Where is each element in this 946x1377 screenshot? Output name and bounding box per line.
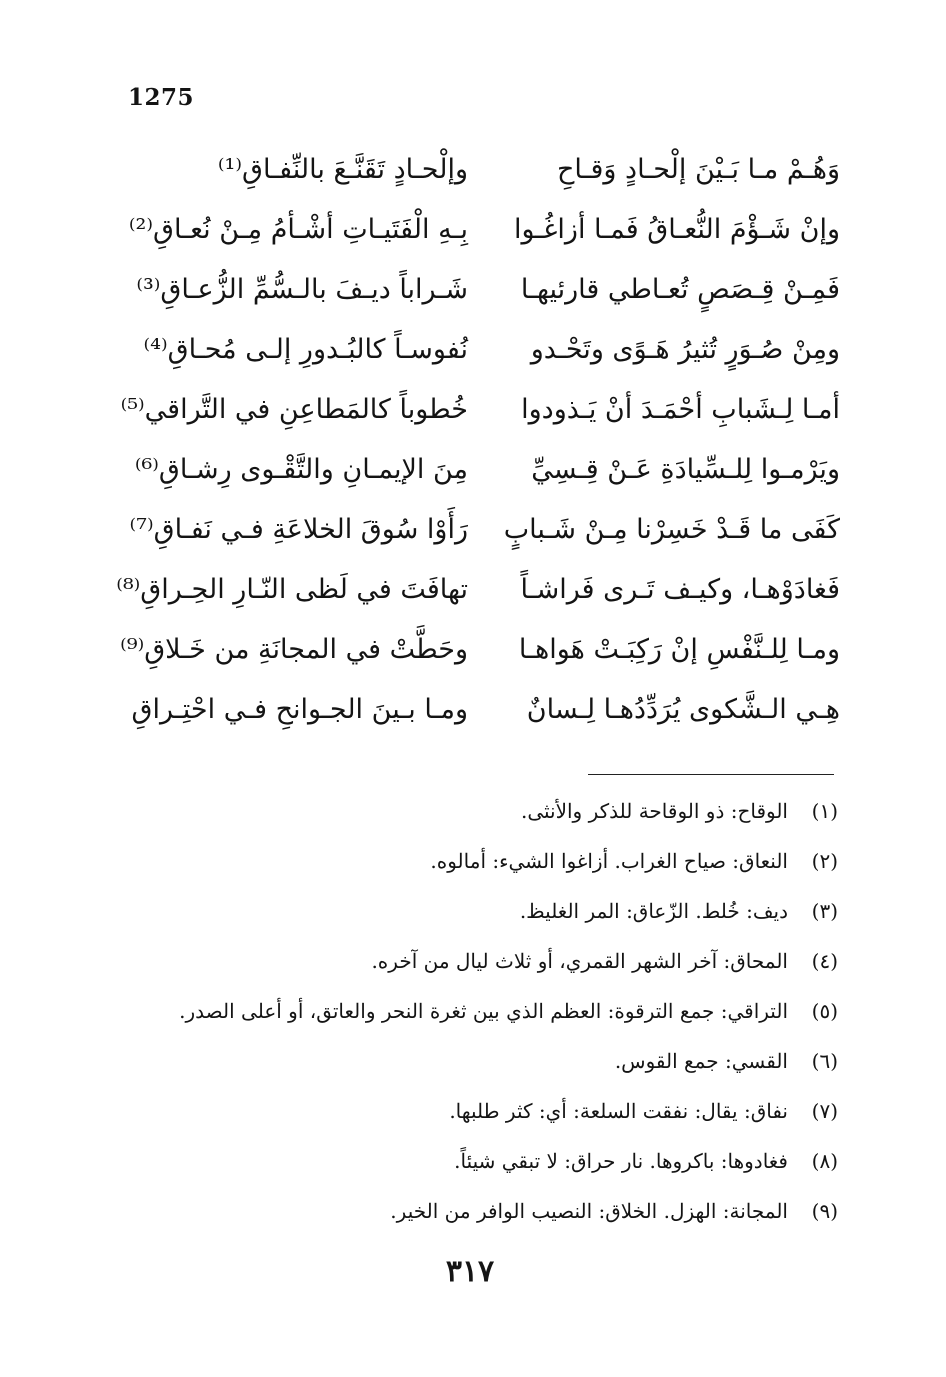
verse: [120, 200, 840, 260]
first-hemistich: وَهُـمْ مـا بَـيْنَ إلْحـادٍ وَقـاحِ: [556, 154, 840, 185]
footnote: [120, 1186, 838, 1236]
footnote-text: الوقاح: ذو الوقاحة للذكر والأنثى.: [520, 799, 788, 823]
page-number-bottom: ٣١٧: [445, 1254, 495, 1289]
footnote-number: (١): [811, 799, 838, 823]
footnote-text: المجانة: الهزل. الخلاق: النصيب الوافر من الخير.: [390, 1199, 788, 1223]
footnote: [120, 986, 838, 1036]
verse: [120, 440, 840, 500]
footnote-number: (٨): [811, 1149, 838, 1173]
second-hemistich: شَـراباً ديـفَ بالـسُّمِّ الزُّعـاقِ⁽³⁾: [136, 274, 468, 305]
second-hemistich: خُطوباً كالمَطاعِنِ في التَّراقي⁽⁵⁾: [120, 394, 468, 425]
footnote: [120, 836, 838, 886]
footnote-text: نفاق: يقال: نفقت السلعة: أي: كثر طلبها.: [449, 1099, 788, 1123]
second-hemistich: نُفوسـاً كالبُـدورِ إلـى مُحـاقِ⁽⁴⁾: [143, 334, 468, 365]
first-hemistich: فَمِـنْ قِـصَصٍ تُعـاطي قارئيهـا: [520, 274, 840, 305]
footnote-text: القسي: جمع القوس.: [614, 1049, 788, 1073]
footnote: [120, 1086, 838, 1136]
second-hemistich: ومـا بـينَ الجـوانحِ فـي احْتِـراقِ: [131, 694, 468, 725]
poem: [116, 140, 840, 740]
footnote-number: (٣): [811, 899, 838, 923]
footnote: [120, 886, 838, 936]
first-hemistich: هِـي الـشَّكوى يُرَدِّدُهـا لِـسانٌ: [526, 694, 840, 725]
verse: [120, 380, 840, 440]
first-hemistich: وإنْ شَـؤْمَ النُّعـاقُ فَمـا أزاغُـوا: [513, 214, 840, 245]
page-number-top: 1275: [128, 84, 195, 111]
footnotes: [120, 786, 838, 1236]
verse: [120, 260, 840, 320]
first-hemistich: أمـا لِـشَبابِ أحْمَـدَ أنْ يَـذودوا: [521, 394, 840, 425]
footnote-number: (٧): [811, 1099, 838, 1123]
second-hemistich: مِنَ الإيمـانِ والتَّقْـوى رِشـاقِ⁽⁶⁾: [134, 454, 468, 485]
footnote-text: فغادوها: باكروها. نار حراق: لا تبقي شيئاً.: [454, 1149, 788, 1173]
second-hemistich: وحَطَّتْ في المجانَةِ من خَـلاقِ⁽⁹⁾: [120, 634, 468, 665]
footnote-number: (٢): [811, 849, 838, 873]
footnote-number: (٩): [811, 1199, 838, 1223]
verse: [120, 140, 840, 200]
first-hemistich: كَفَى ما قَـدْ خَسِرْنا مِـنْ شَـبابٍ: [503, 514, 840, 545]
second-hemistich: وإلْحـادٍ تَقَنَّـعَ بالنِّفـاقِ⁽¹⁾: [217, 154, 468, 185]
footnote-number: (٥): [811, 999, 838, 1023]
second-hemistich: رَأَوْا سُوقَ الخلاعَةِ فـي نَفـاقِ⁽⁷⁾: [129, 514, 468, 545]
footnote-number: (٦): [811, 1049, 838, 1073]
footnote-text: النعاق: صياح الغراب. أزاغوا الشيء: أمالوه.: [430, 849, 788, 873]
footnote-number: (٤): [811, 949, 838, 973]
footnote-text: ديف: خُلط. الزّعاق: المر الغليظ.: [519, 899, 788, 923]
second-hemistich: بِـهِ الْفَتَيـاتِ أشْـأمُ مِـنْ نُعـاقِ⁽²⁾: [128, 214, 468, 245]
first-hemistich: ومـا لِلـنَّفْسِ إنْ رَكِبَـتْ هَواهـا: [518, 634, 840, 665]
first-hemistich: ومِنْ صُـوَرٍ تُثيرُ هَـوًى وتَحْـدو: [530, 334, 840, 365]
footnote-text: المحاق: آخر الشهر القمري، أو ثلاث ليال من آخره.: [371, 949, 788, 973]
footnote: [120, 1036, 838, 1086]
verse: [116, 560, 840, 620]
footnote: [120, 1136, 838, 1186]
footnote-divider: [588, 774, 834, 775]
verse: [120, 320, 840, 380]
footnote: [120, 936, 838, 986]
second-hemistich: تهافَتَ في لَظى النّـارِ الحِـراقِ⁽⁸⁾: [116, 574, 468, 605]
footnote: [120, 786, 838, 836]
first-hemistich: ويَرْمـوا لِلـسِّيادَةِ عَـنْ قِـسِيِّ: [531, 454, 840, 485]
first-hemistich: فَغادَوْهـا، وكيـف تَـرى فَراشـاً: [520, 574, 840, 605]
verse: [120, 680, 840, 740]
footnote-text: التراقي: جمع الترقوة: العظم الذي بين ثغرة النحر والعاتق، أو أعلى الصدر.: [179, 999, 788, 1023]
verse: [120, 500, 840, 560]
verse: [120, 620, 840, 680]
